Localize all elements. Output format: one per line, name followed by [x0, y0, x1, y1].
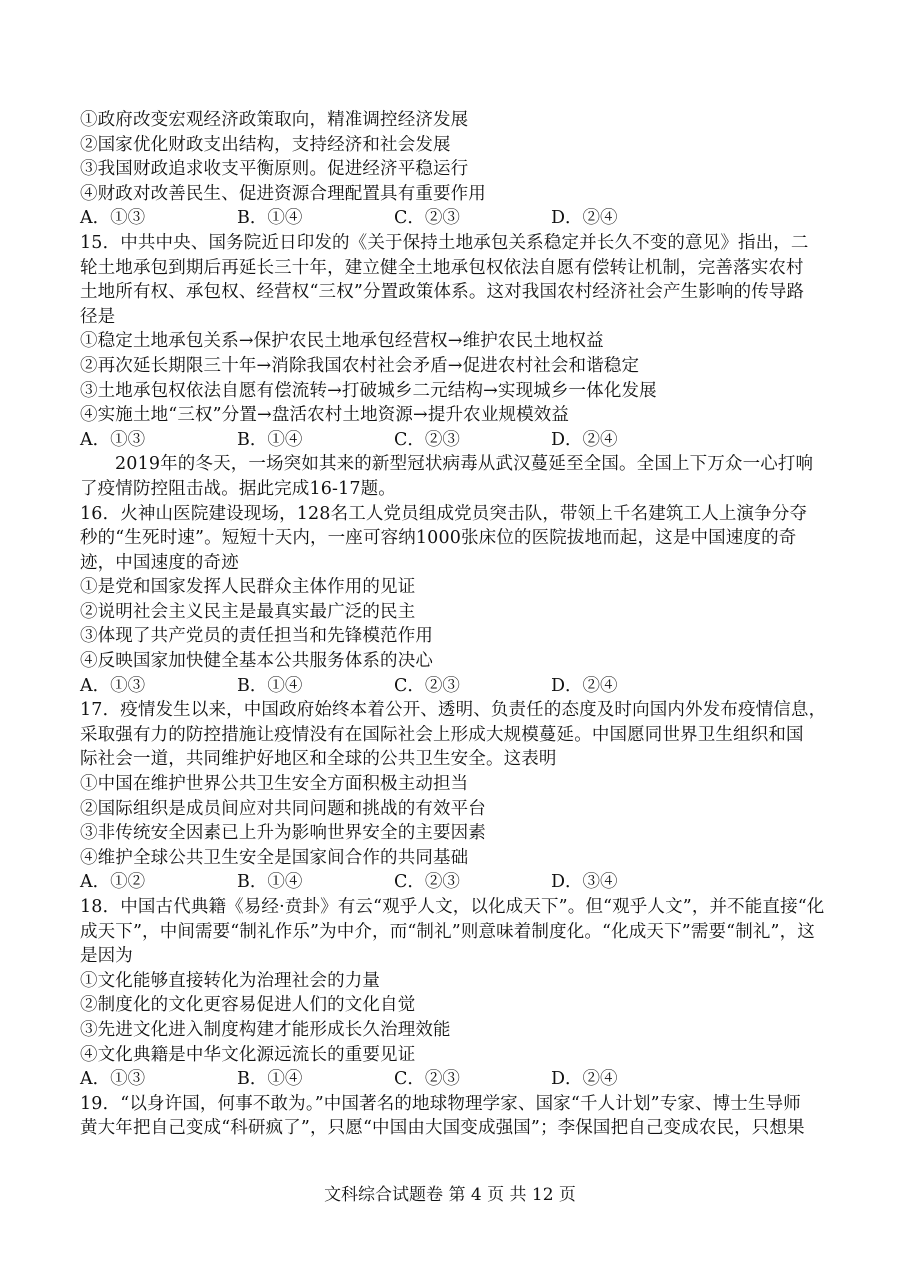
question-stem: 径是 [80, 306, 116, 327]
question-stem: 际社会一道，共同维护好地区和全球的公共卫生安全。这表明 [80, 749, 557, 770]
answer-b: B．①④ [237, 1069, 303, 1090]
answer-d: D．②④ [551, 208, 618, 229]
intro-line: 了疫情防控阻击战。据此完成16-17题。 [80, 478, 396, 499]
answer-a: A．①③ [80, 429, 146, 450]
option-1: ①是党和国家发挥人民群众主体作用的见证 [80, 577, 416, 598]
question-stem: 17．疫情发生以来，中国政府始终本着公开、透明、负责任的态度及时向国内外发布疫情信息， [80, 700, 827, 721]
answer-a: A．①③ [80, 208, 146, 229]
question-19 [80, 1092, 828, 1141]
question-stem: 黄大年把自己变成“科研疯了”，只愿“中国由大国变成强国”；李保国把自己变成农民，只想果 [80, 1118, 805, 1139]
answer-b: B．①④ [237, 208, 303, 229]
intro-line: 2019年的冬天，一场突如其来的新型冠状病毒从武汉蔓延至全国。全国上下万众一心打响 [115, 454, 814, 475]
answer-a: A．①③ [80, 675, 146, 696]
option-2: ②制度化的文化更容易促进人们的文化自觉 [80, 995, 416, 1016]
answer-choices [80, 428, 828, 453]
question-16 [80, 502, 828, 699]
question-stem: 土地所有权、承包权、经营权“三权”分置政策体系。这对我国农村经济社会产生影响的传导路 [80, 282, 805, 303]
option-4: ④财政对改善民生、促进资源合理配置具有重要作用 [80, 183, 486, 204]
question-14-options [80, 108, 828, 231]
answer-a: A．①③ [80, 1069, 146, 1090]
option-2: ②国家优化财政支出结构，支持经济和社会发展 [80, 134, 451, 155]
answer-c: C．②③ [394, 1069, 460, 1090]
answer-c: C．②③ [394, 429, 460, 450]
option-1: ①政府改变宏观经济政策取向，精准调控经济发展 [80, 110, 469, 130]
answer-choices [80, 870, 828, 895]
option-1: ①文化能够直接转化为治理社会的力量 [80, 970, 381, 991]
question-stem: 15．中共中央、国务院近日印发的《关于保持土地承包关系稳定并长久不变的意见》指出，二 [80, 232, 809, 253]
option-3: ③体现了共产党员的责任担当和先锋模范作用 [80, 626, 433, 647]
option-4: ④实施土地“三权”分置→盘活农村土地资源→提升农业规模效益 [80, 405, 570, 426]
question-stem: 18．中国古代典籍《易经·贲卦》有云“观乎人文，以化成天下”。但“观乎人文”，并不能直接“化 [80, 897, 825, 917]
option-3: ③非传统安全因素已上升为影响世界安全的主要因素 [80, 823, 486, 844]
option-1: ①中国在维护世界公共卫生安全方面积极主动担当 [80, 774, 469, 795]
option-2: ②说明社会主义民主是最真实最广泛的民主 [80, 601, 416, 622]
option-4: ④文化典籍是中华文化源远流长的重要见证 [80, 1044, 416, 1065]
answer-choices [80, 674, 828, 699]
option-2: ②国际组织是成员间应对共同问题和挑战的有效平台 [80, 798, 486, 819]
answer-b: B．①④ [237, 429, 303, 450]
answer-choices [80, 206, 828, 231]
page-footer: 文科综合试题卷 第 4 页 共 12 页 [324, 1185, 576, 1205]
answer-b: B．①④ [237, 872, 303, 893]
answer-a: A．①② [80, 872, 146, 893]
question-stem: 16．火神山医院建设现场，128名工人党员组成党员突击队，带领上千名建筑工人上演争分夺 [80, 503, 808, 524]
material-intro [80, 452, 828, 501]
question-18 [80, 895, 828, 1092]
option-3: ③土地承包权依法自愿有偿流转→打破城乡二元结构→实现城乡一体化发展 [80, 380, 657, 401]
option-1: ①稳定土地承包关系→保护农民土地承包经营权→维护农民土地权益 [80, 331, 604, 352]
answer-d: D．②④ [551, 429, 618, 450]
question-stem: 采取强有力的防控措施让疫情没有在国际社会上形成大规模蔓延。中国愿同世界卫生组织和国 [80, 724, 804, 745]
question-stem: 19．“以身许国，何事不敢为。”中国著名的地球物理学家、国家“千人计划”专家、博士生导师 [80, 1093, 801, 1114]
answer-c: C．②③ [394, 675, 460, 696]
answer-b: B．①④ [237, 675, 303, 696]
option-4: ④反映国家加快健全基本公共服务体系的决心 [80, 651, 433, 672]
answer-d: D．②④ [551, 1069, 618, 1090]
question-stem: 迹，中国速度的奇迹 [80, 552, 239, 573]
question-stem: 是因为 [80, 946, 133, 967]
question-stem: 秒的“生死时速”。短短十天内，一座可容纳1000张床位的医院拔地而起，这是中国速度的奇 [80, 528, 797, 549]
question-15 [80, 231, 828, 452]
exam-page-content [80, 108, 828, 1141]
question-stem: 轮土地承包到期后再延长三十年，建立健全土地承包权依法自愿有偿转让机制，完善落实农村 [80, 257, 804, 278]
option-3: ③我国财政追求收支平衡原则。促进经济平稳运行 [80, 159, 469, 180]
answer-d: D．②④ [551, 675, 618, 696]
question-17 [80, 698, 828, 895]
option-4: ④维护全球公共卫生安全是国家间合作的共同基础 [80, 847, 469, 868]
answer-c: C．②③ [394, 872, 460, 893]
answer-c: C．②③ [394, 208, 460, 229]
question-stem: 成天下”，中间需要“制礼作乐”为中介，而“制礼”则意味着制度化。“化成天下”需要“制礼”，这 [80, 921, 815, 942]
answer-choices [80, 1067, 828, 1092]
option-2: ②再次延长期限三十年→消除我国农村社会矛盾→促进农村社会和谐稳定 [80, 355, 640, 376]
option-3: ③先进文化进入制度构建才能形成长久治理效能 [80, 1019, 451, 1040]
answer-d: D．③④ [551, 872, 618, 893]
